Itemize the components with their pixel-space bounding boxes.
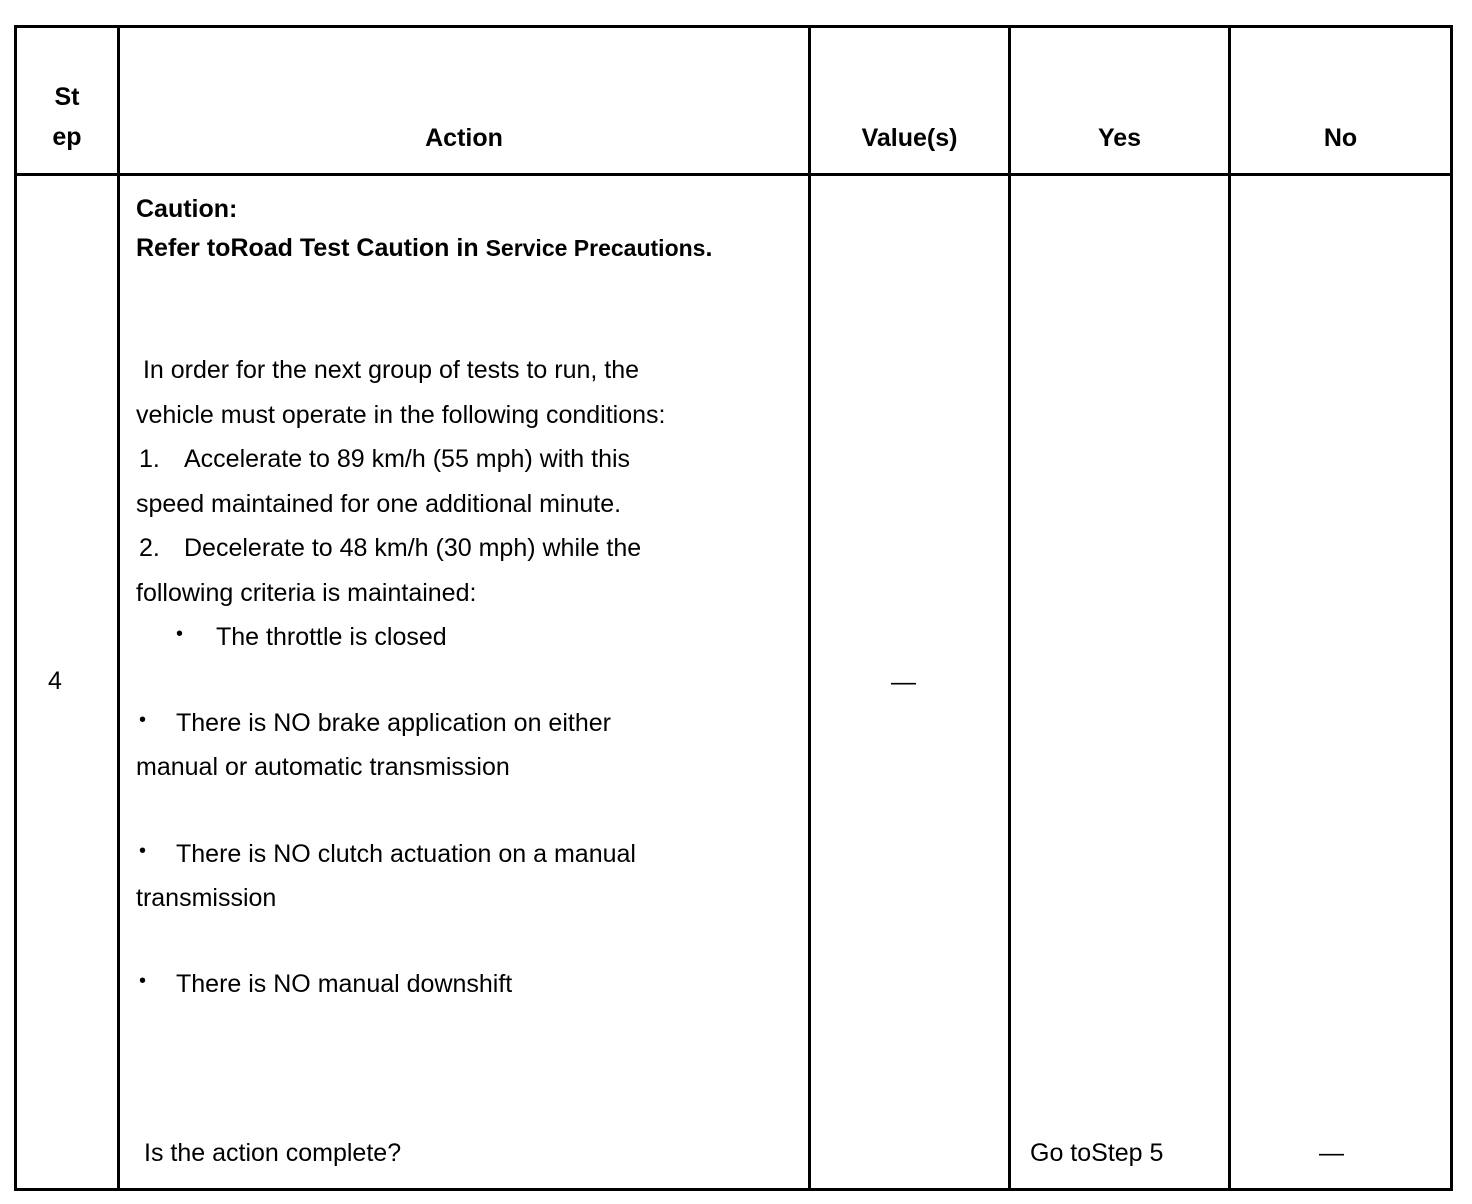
action-cell bbox=[119, 175, 810, 1190]
diagnostic-table bbox=[14, 25, 1453, 1191]
item2-line-2: following criteria is maintained: bbox=[136, 579, 477, 607]
criterion-brake-line-1: There is NO brake application on either bbox=[176, 709, 611, 737]
step-cell bbox=[16, 175, 119, 1190]
step-row bbox=[16, 175, 1452, 1190]
action-question: Is the action complete? bbox=[144, 1139, 402, 1167]
caution-label: Caution: bbox=[136, 195, 238, 223]
no-dash: — bbox=[1319, 1139, 1344, 1167]
values-header: Value(s) bbox=[810, 27, 1010, 175]
no-cell bbox=[1230, 175, 1452, 1190]
criterion-throttle: The throttle is closed bbox=[216, 623, 447, 651]
refer-suffix: . bbox=[705, 234, 713, 262]
bullet-3: • bbox=[139, 840, 147, 862]
bullet-2: • bbox=[139, 709, 147, 731]
intro-line-2: vehicle must operate in the following conditions: bbox=[136, 401, 666, 429]
item2-line-1: Decelerate to 48 km/h (30 mph) while the bbox=[184, 534, 642, 562]
item1-line-2: speed maintained for one additional minute. bbox=[136, 490, 622, 518]
bullet-4: • bbox=[139, 970, 147, 992]
header-row bbox=[16, 27, 1452, 175]
criterion-clutch-line-2: transmission bbox=[136, 884, 277, 912]
action-header: Action bbox=[119, 27, 810, 175]
criterion-clutch-line-1: There is NO clutch actuation on a manual bbox=[176, 840, 636, 868]
item1-line-1: Accelerate to 89 km/h (55 mph) with this bbox=[184, 445, 631, 473]
refer-line bbox=[136, 234, 712, 263]
step-header-line1: St bbox=[54, 83, 80, 111]
yes-cell bbox=[1010, 175, 1230, 1190]
intro-line-1: In order for the next group of tests to run, the bbox=[136, 356, 640, 384]
no-header: No bbox=[1230, 27, 1452, 175]
service-precautions-link[interactable]: Service Precautions bbox=[485, 235, 706, 261]
refer-prefix: Refer toRoad Test Caution in bbox=[136, 234, 486, 262]
criterion-downshift: There is NO manual downshift bbox=[176, 970, 513, 998]
item2-number: 2. bbox=[139, 534, 160, 562]
value-dash: — bbox=[891, 668, 916, 696]
step-header bbox=[16, 27, 119, 175]
yes-header: Yes bbox=[1010, 27, 1230, 175]
step-number: 4 bbox=[48, 667, 62, 695]
step-header-line2: ep bbox=[52, 123, 82, 151]
bullet-1: • bbox=[176, 623, 184, 645]
criterion-brake-line-2: manual or automatic transmission bbox=[136, 753, 510, 781]
item1-number: 1. bbox=[139, 445, 160, 473]
value-cell bbox=[810, 175, 1010, 1190]
yes-goto-step5[interactable]: Go toStep 5 bbox=[1030, 1139, 1164, 1167]
